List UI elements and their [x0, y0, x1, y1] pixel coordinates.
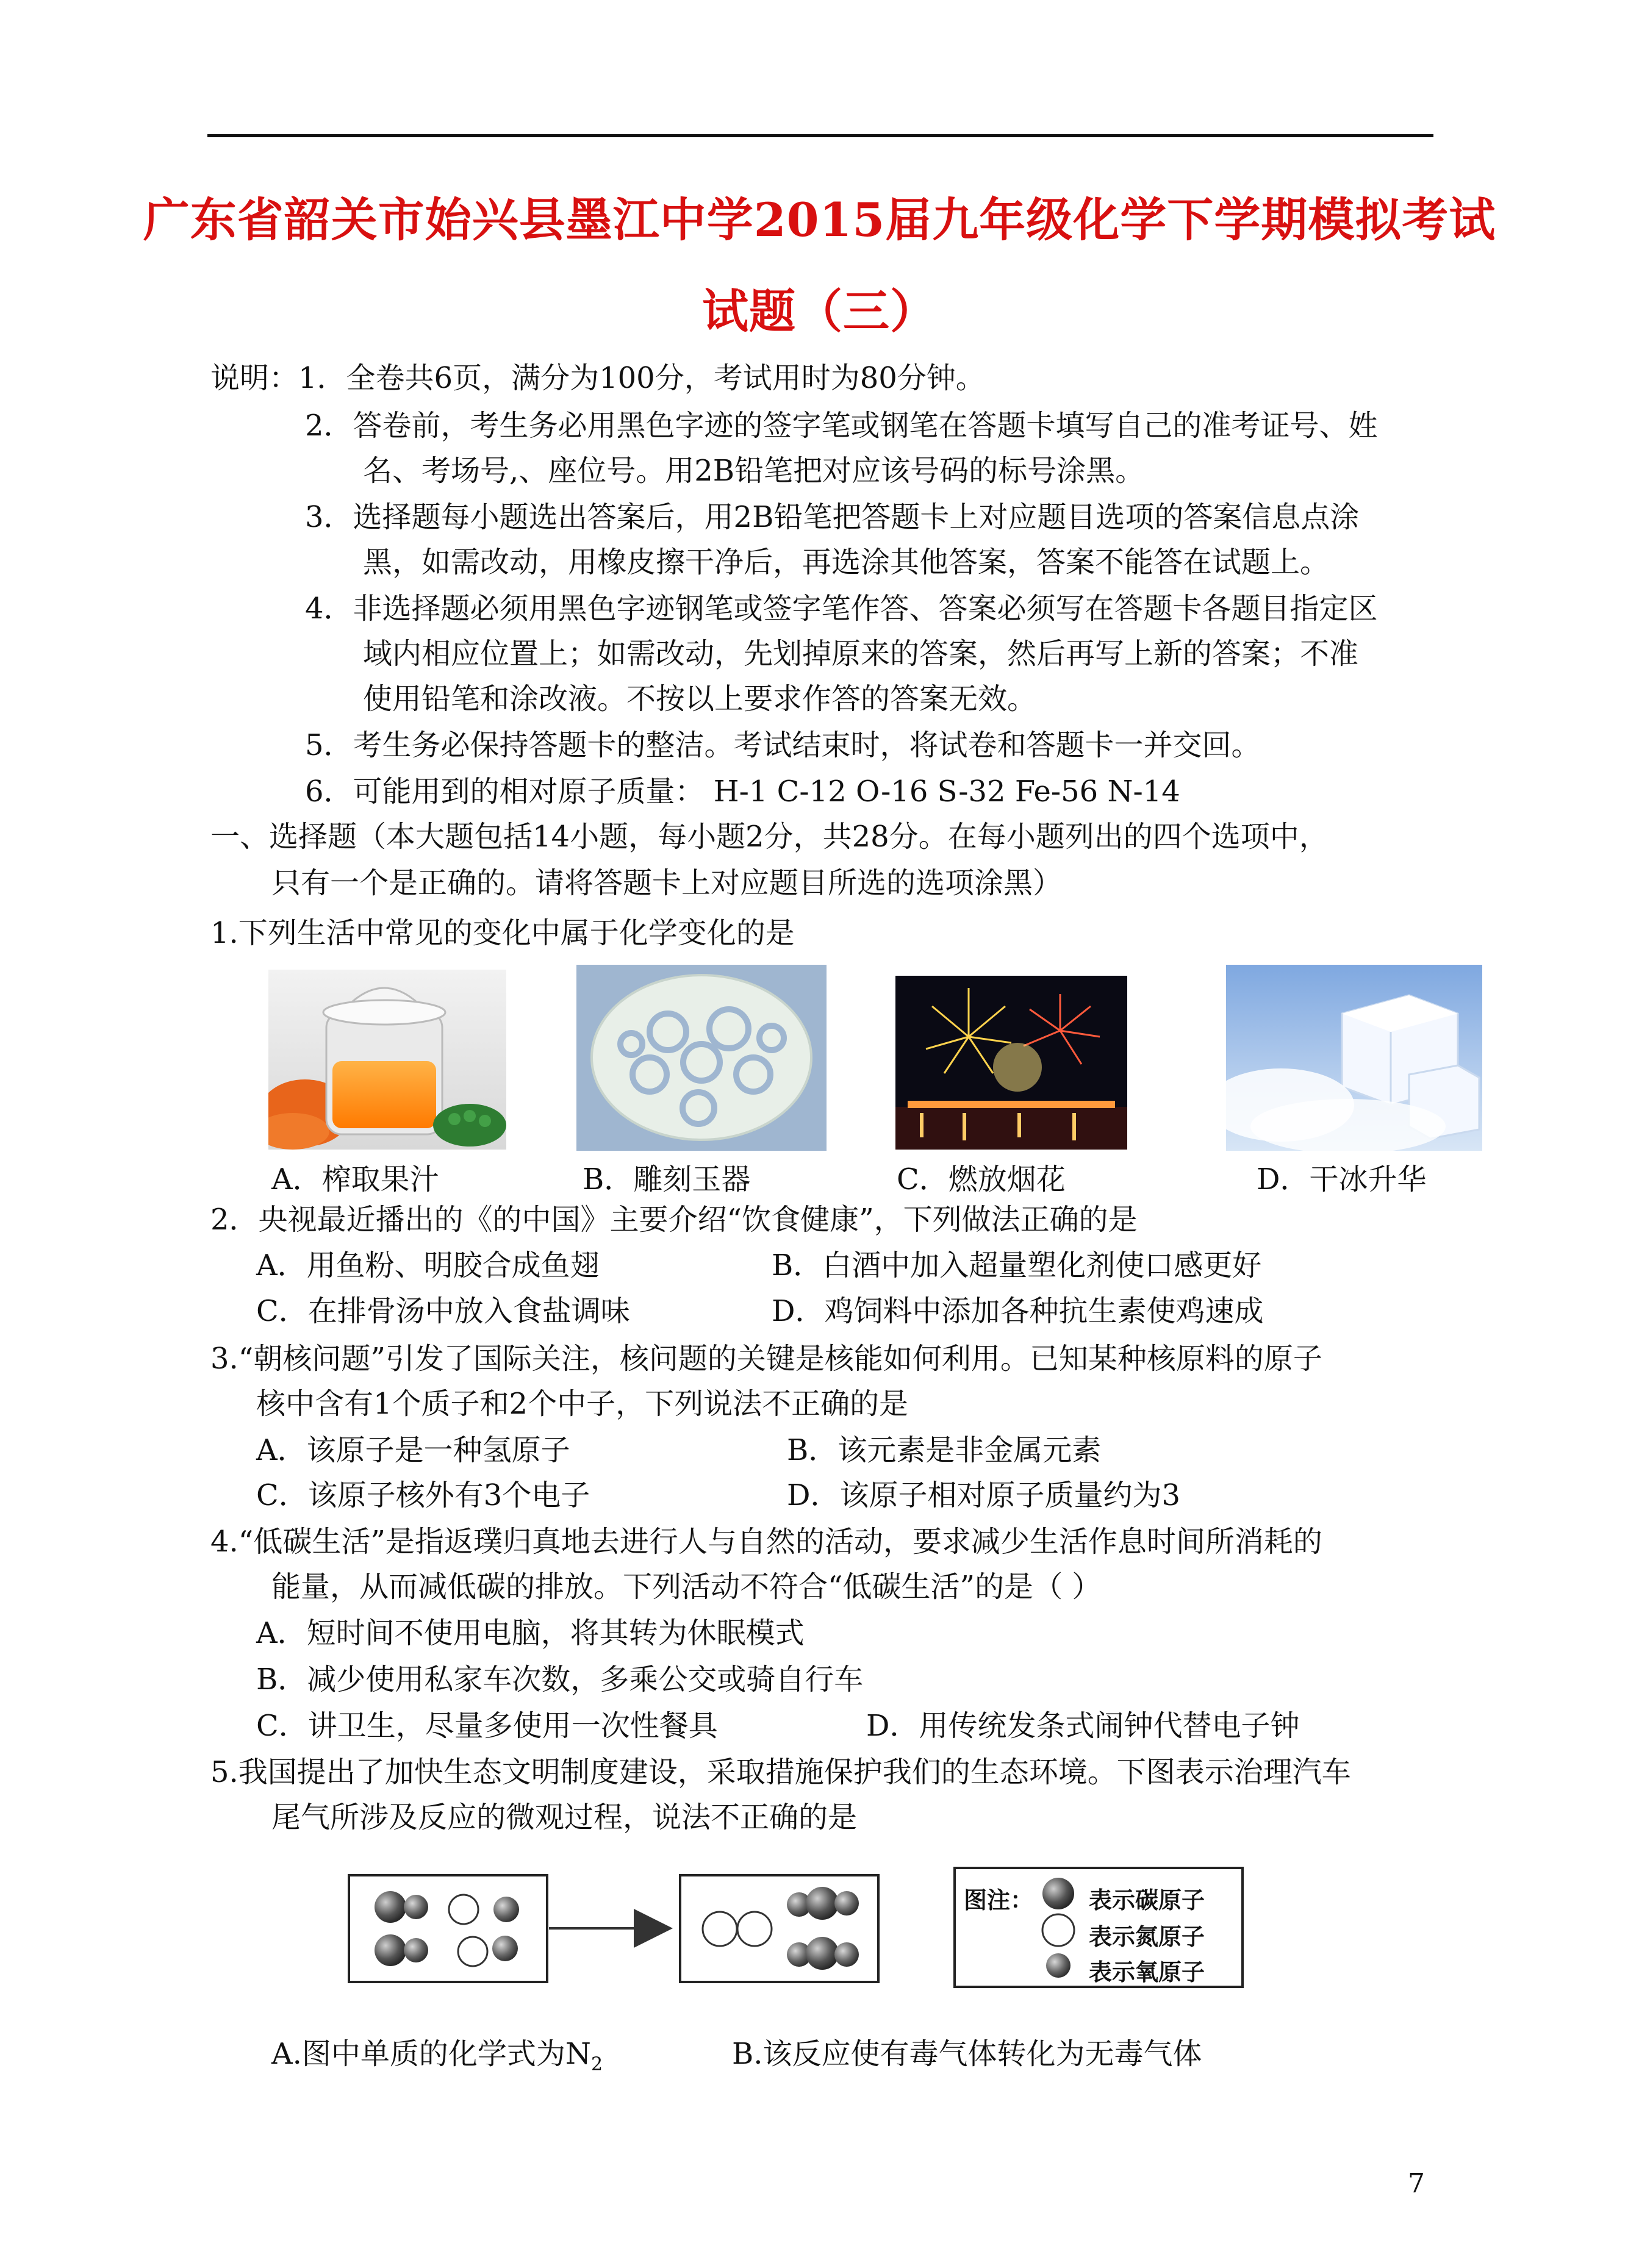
instruction-4: 4．非选择题必须用黑色字迹钢笔或签字笔作答、答案必须写在答题卡各题目指定区 [305, 592, 1378, 626]
q3-option-a: A．该原子是一种氢原子 [256, 1433, 570, 1467]
q2-option-a: A．用鱼粉、明胶合成鱼翅 [256, 1248, 600, 1282]
q3-option-c: C．该原子核外有3个电子 [256, 1478, 590, 1512]
q2-stem: 2．央视最近播出的《的中国》主要介绍“饮食健康”，下列做法正确的是 [210, 1203, 1138, 1237]
q1-option-d: D．干冰升华 [1257, 1162, 1427, 1197]
q3-stem: 3.“朝核问题”引发了国际关注，核问题的关键是核能如何利用。已知某种核原料的原子 [210, 1342, 1322, 1376]
section-1-header: 一、选择题（本大题包括14小题，每小题2分，共28分。在每小题列出的四个选项中， [210, 820, 1329, 854]
q3-stem-cont: 核中含有1个质子和2个中子，下列说法不正确的是 [256, 1387, 909, 1421]
q4-option-c: C．讲卫生，尽量多使用一次性餐具 [256, 1709, 718, 1743]
legend-oxygen: 表示氧原子 [1089, 1959, 1205, 1986]
q1-option-b: B．雕刻玉器 [583, 1162, 751, 1197]
q5-stem: 5.我国提出了加快生态文明制度建设，采取措施保护我们的生态环境。下图表示治理汽车 [210, 1755, 1351, 1789]
instruction-4-cont-2: 使用铅笔和涂改液。不按以上要求作答的答案无效。 [363, 682, 1037, 716]
instruction-2-cont: 名、考场号,、座位号。用2B铅笔把对应该号码的标号涂黑。 [363, 454, 1145, 488]
q5-option-a-subscript: 2 [590, 2053, 603, 2075]
title-line-2: 试题（三） [702, 284, 937, 338]
juicer-image [268, 970, 506, 1150]
q5-stem-cont: 尾气所涉及反应的微观过程，说法不正确的是 [271, 1800, 858, 1834]
instruction-4-cont-1: 域内相应位置上；如需改动，先划掉原来的答案，然后再写上新的答案；不准 [363, 637, 1359, 671]
instruction-3: 3．选择题每小题选出答案后，用2B铅笔把答题卡上对应题目选项的答案信息点涂 [305, 500, 1360, 534]
q4-option-b: B．减少使用私家车次数，多乘公交或骑自行车 [256, 1662, 864, 1697]
title-line-1: 广东省韶关市始兴县墨江中学2015届九年级化学下学期模拟考试 [143, 193, 1496, 247]
legend-carbon: 表示碳原子 [1089, 1887, 1205, 1914]
instruction-3-cont: 黑，如需改动，用橡皮擦干净后，再选涂其他答案，答案不能答在试题上。 [363, 545, 1330, 579]
q2-option-b: B．白酒中加入超量塑化剂使口感更好 [772, 1248, 1262, 1282]
legend-nitrogen: 表示氮原子 [1089, 1923, 1205, 1950]
q2-option-c: C．在排骨汤中放入食盐调味 [256, 1294, 630, 1328]
jade-carving-image [576, 965, 827, 1151]
instruction-6: 6．可能用到的相对原子质量： H-1 C-12 O-16 S-32 Fe-56 N-14 [305, 774, 1180, 809]
q1-option-a: A．榨取果汁 [271, 1162, 439, 1197]
q3-option-b: B．该元素是非金属元素 [787, 1433, 1102, 1467]
instruction-2: 2．答卷前，考生务必用黑色字迹的签字笔或钢笔在答题卡填写自己的准考证号、姓 [305, 409, 1378, 443]
q2-option-d: D．鸡饲料中添加各种抗生素使鸡速成 [772, 1294, 1264, 1328]
fireworks-image [895, 976, 1127, 1150]
top-rule [207, 134, 1433, 137]
q4-stem-cont: 能量，从而减低碳的排放。下列活动不符合“低碳生活”的是（ ） [271, 1570, 1102, 1604]
q5-option-a: A.图中单质的化学式为$N_2$ [271, 2037, 603, 2075]
q1-stem: 1.下列生活中常见的变化中属于化学变化的是 [210, 916, 795, 950]
q1-option-c: C．燃放烟花 [897, 1162, 1066, 1197]
section-1-header-cont: 只有一个是正确的。请将答题卡上对应题目所选的选项涂黑） [271, 866, 1063, 900]
instruction-1: 说明：1．全卷共6页，满分为100分，考试用时为80分钟。 [210, 361, 985, 395]
dry-ice-image [1226, 965, 1482, 1151]
q4-option-d: D．用传统发条式闹钟代替电子钟 [866, 1709, 1300, 1743]
q4-stem: 4.“低碳生活”是指返璞归真地去进行人与自然的活动，要求减少生活作息时间所消耗的 [210, 1525, 1322, 1559]
page-number: 7 [1408, 2168, 1425, 2199]
reaction-diagram [348, 1863, 1244, 1991]
q5-option-b: B.该反应使有毒气体转化为无毒气体 [732, 2037, 1202, 2071]
q4-option-a: A．短时间不使用电脑，将其转为休眠模式 [256, 1616, 805, 1650]
legend-title: 图注： [964, 1887, 1034, 1914]
instruction-5: 5．考生务必保持答题卡的整洁。考试结束时，将试卷和答题卡一并交回。 [305, 728, 1261, 762]
q3-option-d: D．该原子相对原子质量约为3 [787, 1478, 1181, 1512]
